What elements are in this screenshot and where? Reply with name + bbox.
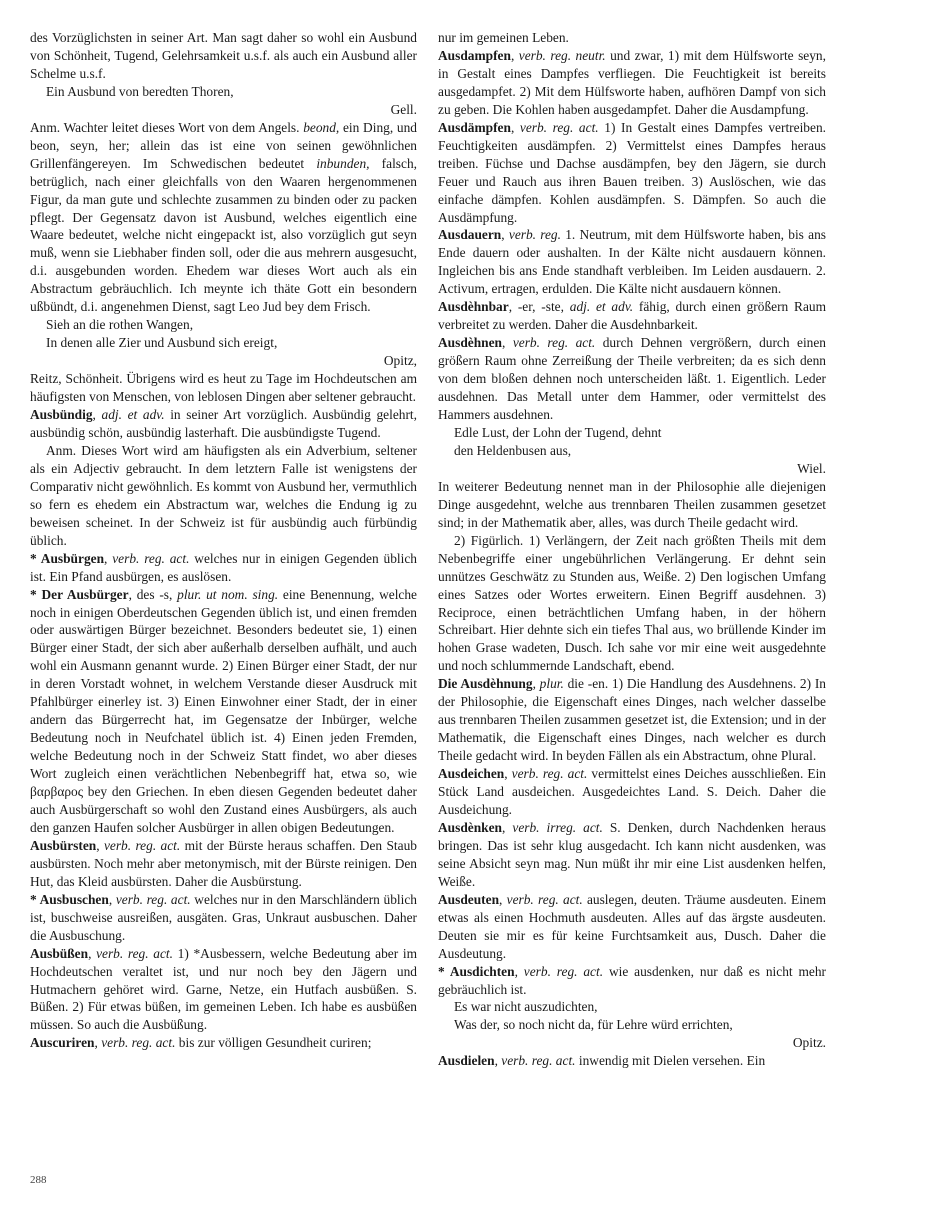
- entry-text: auslegen, deuten. Träume ausdeuten. Einem etwas als einen Hochmuth ausdeuten. Alles auf das ärgste ausdeuten. Deuten sie mir es für keine Furchtsamkeit aus, Dusch. Daher die Ausdeutung.: [438, 891, 826, 961]
- entry-headword: Ausdämpfen: [438, 119, 511, 135]
- dictionary-entry: [30, 837, 417, 891]
- grammar-label: verb. reg. act.: [501, 1053, 576, 1069]
- verse-line: Was der, so noch nicht da, für Lehre würd errichten,: [454, 1017, 733, 1033]
- paragraph: [30, 29, 417, 83]
- dictionary-entry: [30, 406, 417, 442]
- dictionary-entry: [438, 765, 826, 819]
- paragraph: [438, 29, 826, 47]
- grammar-label: verb. irreg. act.: [512, 819, 603, 835]
- entry-headword: * Ausdichten: [438, 963, 515, 979]
- dictionary-entry: [30, 586, 417, 837]
- entry-text: ,: [502, 335, 513, 351]
- entry-text: ,: [510, 47, 519, 63]
- entry-text: fähig, durch einen größern Raum verbreitet zu werden. Daher die Ausdehnbarkeit.: [438, 299, 826, 333]
- entry-text: S. Denken, durch Nachdenken heraus bringen. Das ist sehr klug ausgedacht. Ich kann nicht ausdenken, was seine Absicht seyn mag. Nun müßt ihr mir eine List ausdenken helfen, Weiße.: [438, 819, 826, 889]
- entry-text: in seiner Art vorzüglich. Ausbündig gelehrt, ausbündig schön, ausbündig lasterhaft. Die ausbündigste Tugend.: [30, 407, 417, 440]
- left-column: [30, 29, 417, 1169]
- entry-text: ,: [502, 819, 513, 835]
- entry-text: ,: [499, 891, 507, 907]
- entry-headword: Ausdauern: [438, 227, 502, 243]
- grammar-label: adj. et adv.: [569, 299, 634, 315]
- grammar-label: verb. reg. act.: [112, 550, 190, 566]
- grammar-label: beond,: [303, 119, 340, 135]
- dictionary-entry: [438, 963, 826, 999]
- dictionary-entry: [438, 675, 826, 765]
- dictionary-entry: [438, 1052, 826, 1070]
- quote-attribution: Gell.: [390, 101, 417, 117]
- grammar-label: verb. reg. act.: [115, 891, 191, 907]
- verse-line: In denen alle Zier und Ausbund sich ereigt,: [46, 335, 278, 351]
- dictionary-entry: [30, 550, 417, 586]
- dictionary-entry: [30, 891, 417, 945]
- entry-text: ,: [510, 119, 520, 135]
- entry-text: wie ausdenken, nur daß es nicht mehr gebräuchlich ist.: [438, 963, 826, 997]
- entry-headword: Ausdeuten: [438, 891, 500, 907]
- grammar-label: verb. reg. act.: [103, 837, 181, 853]
- entry-text: ,: [532, 676, 540, 692]
- verse-line: Sieh an die rothen Wangen,: [46, 317, 194, 333]
- grammar-label: plur. ut nom. sing.: [177, 586, 279, 602]
- entry-text: ,: [104, 550, 113, 566]
- entry-headword: Ausdeichen: [438, 766, 505, 782]
- entry-text: ,: [108, 891, 116, 907]
- grammar-label: verb. reg. act.: [512, 335, 596, 351]
- grammar-label: verb. reg. act.: [519, 119, 599, 135]
- grammar-label: verb. reg. act.: [511, 766, 588, 782]
- entry-headword: * Ausbuschen: [30, 891, 109, 907]
- verse-line: Es war nicht auszudichten,: [454, 999, 598, 1015]
- entry-text: eine Benennung, welche noch in einigen Oberdeutschen Gegenden üblich ist, und einen fremden oder auswärtigen Bürger bezeichnet. Besonders bedeutet sie, 1) einen Bürger einer Stadt, der sich aber außerhalb derselben aufhält, und auch wohl ein Ausmann genannt wurde. 2) Einen Bürger einer Stadt, der nur in deren Vorstadt wohnet, in welchem Verstande dieser Ausdruck mit Pfahlbürger einerley ist. 3) Einen Einwohner einer Stadt, der in einer andern das Bürgerrecht hat, im Gegensatze der Inbürger, welche Bedeutung noch in Neufchatel üblich ist. 4) Einen jeden Fremden, welche Bedeutung noch in der Schweiz Statt findet, wo aber dieses Wort zugleich einen verächtlichen Nebenbegriff hat, etwa so, wie βαρβαρος bey den Griechen. In eben diesen Gegenden bedeutet daher auch Ausbürgerschaft so wohl den Zustand eines Ausbürgers, als auch den ganzen Haufen solcher Ausbürger in allen obigen Bedeutungen.: [30, 586, 417, 835]
- grammar-label: verb. reg. neutr.: [518, 47, 606, 63]
- entry-text: ein Ding, und beon, seyn, her; allein das ist eine von seinen gewöhnlichen Grillenfängereyen. Im Schwedischen bedeutet: [30, 119, 417, 171]
- entry-text: ,: [504, 766, 512, 782]
- entry-text: durch Dehnen vergrößern, durch einen größern Raum ohne Zerreißung der Theile verbreiten; da es sich denn von dem bloßen dehnen noch unterscheiden läßt. 1. Eigentlich. Leder ausdehnen. Das Metall unter dem Hammer, oder vermittelst des Hammers ausdehnen.: [438, 335, 826, 423]
- entry-text: Reitz, Schönheit. Übrigens wird es heut zu Tage im Hochdeutschen am häufigsten von Menschen, von leblosen Dingen aber seltener gebraucht.: [30, 371, 417, 405]
- entry-text: ,: [94, 1035, 102, 1051]
- dictionary-entry: [438, 226, 826, 298]
- entry-text: Anm. Wachter leitet dieses Wort von dem Angels.: [30, 119, 304, 135]
- paragraph: [438, 478, 826, 532]
- entry-headword: Ausdampfen: [438, 47, 511, 63]
- entry-text: ,: [494, 1053, 502, 1069]
- entry-text: mit der Bürste heraus schaffen. Den Staub ausbürsten. Noch mehr aber metonymisch, mit der Bürste reinigen. Den Hut, das Kleid ausbürsten. Daher die Ausbürstung.: [30, 837, 417, 889]
- grammar-label: plur.: [539, 676, 564, 692]
- dictionary-entry: [438, 119, 826, 227]
- quote-attribution: Opitz.: [792, 1035, 826, 1051]
- grammar-label: verb. reg. act.: [523, 963, 604, 979]
- verse-line: Edle Lust, der Lohn der Tugend, dehnt: [454, 424, 662, 440]
- grammar-label: verb. reg.: [508, 227, 561, 243]
- entry-text: ,: [92, 407, 102, 423]
- entry-headword: Die Ausdèhnung: [438, 676, 533, 692]
- entry-text: 1) In Gestalt eines Dampfes vertreiben. Feuchtigkeiten ausdämpfen. 2) Vermittelst eines Dampfes heraus treiben. Füchse und Dachse ausdämpfen, bey den Jägern, sie durch Feuer und Rauch aus ihren Bauen treiben. 3) Auslöschen, wie das einfache dämpfen. Kohlen ausdämpfen. S. Dämpfen. So auch die Ausdämpfung.: [438, 119, 826, 225]
- entry-text: welches nur in einigen Gegenden üblich ist. Ein Pfand ausbürgen, es auslösen.: [30, 550, 417, 584]
- entry-text: vermittelst eines Deiches ausschließen. Ein Stück Land ausdeichen. Ausgedeichtes Land. S. Deich. Daher die Ausdeichung.: [438, 766, 826, 817]
- entry-text: welches nur in den Marschländern üblich ist, buschweise ausreißen, ausgäten. Gras, Unkraut ausbuschen. Daher die Ausbuschung.: [30, 891, 417, 943]
- entry-text: inwendig mit Dielen versehen. Ein: [575, 1053, 766, 1069]
- verse-line: den Heldenbusen aus,: [454, 442, 572, 458]
- paragraph: [438, 532, 826, 676]
- entry-headword: Ausdènken: [438, 819, 503, 835]
- entry-text: und zwar, 1) mit dem Hülfsworte seyn, in Gestalt eines Dampfes verfliegen. Die Feuchtigkeit ist bereits ausgedampfet. 2) Mit dem Hülfsworte haben, aufhören Dampf von sich zu geben. Die Kohlen haben ausgedampfet. Daher die Ausdampfung.: [438, 47, 826, 117]
- entry-text: ,: [88, 945, 97, 961]
- entry-headword: Ausbüßen: [30, 945, 89, 961]
- dictionary-entry: [30, 1034, 417, 1052]
- grammar-label: verb. reg. act.: [506, 891, 583, 907]
- grammar-label: verb. reg. act.: [96, 945, 173, 961]
- entry-text: , -er, -ste,: [508, 299, 570, 315]
- dictionary-entry: [438, 819, 826, 891]
- paragraph: [30, 370, 417, 406]
- entry-text: des Vorzüglichsten in seiner Art. Man sagt daher so wohl ein Ausbund von Schönheit, Tugend, Gelehrsamkeit u.s.f. als auch ein Ausbund aller Schelme u.s.f.: [30, 30, 417, 81]
- entry-text: 1. Neutrum, mit dem Hülfsworte haben, bis ans Ende dauern oder aushalten. In der Kälte nicht ausdauern können. Ingleichen bis ans Ende standhaft verbleiben. Im Leiden ausdauern. 2. Activum, ertragen, erdulden. Die Kälte nicht ausdauern können.: [438, 227, 826, 297]
- entry-headword: Ausdèhnen: [438, 335, 503, 351]
- entry-text: die -en. 1) Die Handlung des Ausdehnens. 2) In der Philosophie, die Eigenschaft eines Dinges, nach welcher dasselbe aus trennbaren Theilen zusammen gesetzet ist, die Extension; und in der Mathematik, die Eigenschaft eines Dinges, nach welcher es durch Theile gedacht wird. In beyden Fällen als ein Abstractum, ohne Plural.: [438, 676, 826, 764]
- paragraph: [30, 442, 417, 550]
- entry-text: In weiterer Bedeutung nennet man in der Philosophie alle diejenigen Dinge ausgedehnt, welche aus trennbaren Theilen zusammen gesetzet sind; in der Mathematik aber, alles, was durch Theile gedacht wird.: [438, 478, 826, 530]
- entry-headword: Ausbündig: [30, 407, 93, 423]
- entry-text: Anm. Dieses Wort wird am häufigsten als ein Adverbium, seltener als ein Adjectiv gebraucht. In dem letztern Falle ist wenigstens der Comparativ nicht gewöhnlich. Es kommt von Ausbund her, vermuthlich so fern es ehedem ein Abstractum war, welches die Endung ig zu beweisen scheinet. In der Schweiz ist für ausbündig auch fürbündig üblich.: [30, 442, 417, 548]
- entry-headword: Ausdèhnbar: [438, 299, 509, 315]
- grammar-label: adj. et adv.: [101, 407, 165, 423]
- dictionary-entry: [438, 334, 826, 424]
- entry-text: , des -s,: [128, 586, 178, 602]
- entry-headword: * Der Ausbürger: [30, 586, 129, 602]
- entry-headword: Ausbürsten: [30, 837, 97, 853]
- dictionary-entry: [30, 945, 417, 1035]
- quote-attribution: Opitz,: [383, 353, 417, 369]
- verse-line: Ein Ausbund von beredten Thoren,: [46, 83, 234, 99]
- entry-headword: Auscuriren: [30, 1035, 95, 1051]
- entry-text: ,: [96, 837, 104, 853]
- entry-text: falsch, betrüglich, nach einer gleichfalls von den Waaren hergenommenen Figur, da man gute und schlechte zusammen zu binden oder zu packen pflegt. Der Gegensatz davon ist Ausbund, welches eigentlich eine Waare bedeutet, welche nicht eingepackt ist, also vorzüglich gut seyn muß, wenn sie Liebhaber finden soll, oder die aus mehrern ausgesucht, d.i. ausgebunden worden. Ehedem war dieses Wort auch als ein Abstractum gebräuchlich. Ich meynte ich thäte Gott ein besondern ußbündt, d.i. angenehmen Dienst, sagt Leo Jud bey dem Frisch.: [30, 155, 417, 315]
- entry-text: 2) Figürlich. 1) Verlängern, der Zeit nach größten Theils mit dem Nebenbegriffe einer ungebührlichen Verlängerung. Er dehnt sein unnützes Geschwätz zu Stunden aus, Weiße. 2) Den logischen Umfang eines Satzes oder Wortes erweitern. Einen Begriff ausdehnen. 3) Reciproce, einen beträchtlichen Umfang haben, in der höhern Schreibart. Hier dehnte sich ein tiefes Thal aus, wo brüllende Kinder im hohen Grase wadeten, Dusch. Ich sahe vor mir eine weit ausgedehnte und noch schlummernde Landschaft, ebend.: [438, 532, 826, 674]
- page-number: 288: [30, 1174, 47, 1186]
- entry-text: ,: [501, 227, 509, 243]
- dictionary-entry: [438, 891, 826, 963]
- entry-text: 1) *Ausbessern, welche Bedeutung aber im Hochdeutschen veraltet ist, und nur noch bey den Jägern und Hutmachern gehöret wird. Garne, Netze, ein Hutfach ausbüßen. S. Büßen. 2) Für etwas büßen, im gemeinen Leben. Ich habe es ausbüßen müssen. So auch die Ausbüßung.: [30, 945, 417, 1033]
- dictionary-entry: [438, 298, 826, 334]
- quote-attribution: Wiel.: [797, 460, 826, 476]
- grammar-label: inbunden,: [316, 155, 370, 171]
- entry-headword: Ausdielen: [438, 1053, 495, 1069]
- grammar-label: verb. reg. act.: [101, 1035, 176, 1051]
- entry-text: bis zur völligen Gesundheit curiren;: [175, 1035, 372, 1051]
- paragraph: [30, 119, 417, 316]
- entry-headword: * Ausbürgen: [30, 550, 105, 566]
- dictionary-entry: [438, 47, 826, 119]
- entry-text: nur im gemeinen Leben.: [438, 30, 569, 45]
- right-column: [438, 29, 826, 1169]
- entry-text: ,: [514, 963, 524, 979]
